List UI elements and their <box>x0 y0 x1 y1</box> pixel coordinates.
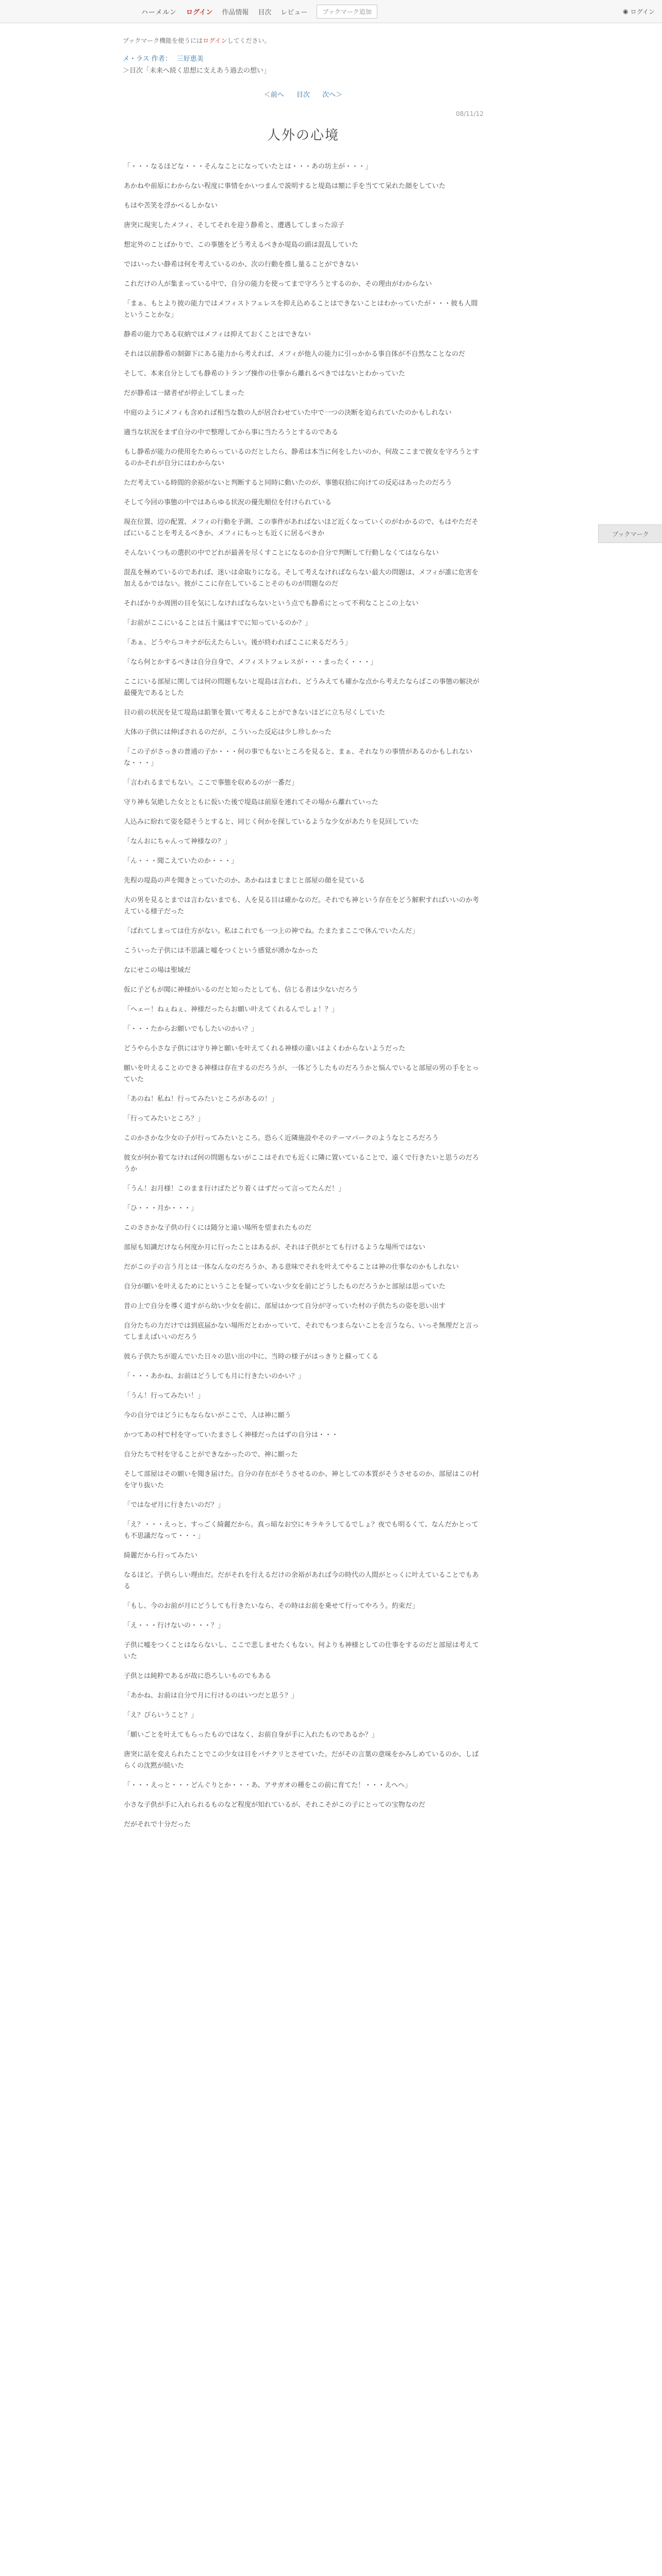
index-link[interactable]: 目次 <box>258 8 272 16</box>
body-paragraph: 彼ら子供たちが遊んでいた日々の思い出の中に、当時の様子がはっきりと蘇ってくる <box>124 1353 379 1361</box>
bookmark-notice <box>123 36 484 45</box>
body-paragraph: かつてあの村で村を守っていたまさしく神様だったはずの自分は・・・ <box>124 1431 339 1439</box>
body-paragraph: 中庭のようにメフィも含めれば相当な数の人が居合わせていた中で一つの決断を迫られていたのかもしれない <box>124 409 452 417</box>
body-paragraph: 唐突に現実したメフィ、そしてそれを迎う静希と、遭遇してしまった涼子 <box>124 222 344 229</box>
body-paragraph: 「お前がここにいることは五十嵐はすでに知っているのか？」 <box>124 619 312 627</box>
chapter-pager-top <box>123 89 484 99</box>
body-paragraph: 「・・・たからお願いでもしたいのかい？」 <box>124 1025 258 1033</box>
body-paragraph: なるほど。子供らしい理由だ。だがそれを行えるだけの余裕があれば今の時代の人間がとっくに叶えていることでもある <box>124 1571 479 1590</box>
body-paragraph: 適当な状況をまず自分の中で整理してから事に当たろうとするのである <box>124 429 339 436</box>
body-paragraph: 「・・・なるほどな・・・そんなことになっていたとは・・・あの坊主が・・・」 <box>124 163 372 171</box>
body-paragraph: 「うん！お月様！このまま行けばたどり着くはずだって言ってたんだ！」 <box>124 1185 345 1193</box>
body-paragraph: だが静希は一緒者ぜが停止してしまった <box>124 389 245 397</box>
chapter-body <box>123 161 484 1831</box>
body-paragraph: 今の自分ではどうにもならないがここで、人は神に願う <box>124 1412 291 1419</box>
body-paragraph: 「あかね、お前は自分で月に行けるのはいつだと思う？」 <box>124 1692 299 1700</box>
body-paragraph: 「ひ・・・月か・・・」 <box>124 1205 198 1212</box>
right-login-link[interactable]: ログイン <box>630 8 655 15</box>
notice-text-end: してください。 <box>227 37 271 44</box>
chapter-title: 人外の心境 <box>267 128 339 143</box>
body-paragraph: 「え？・・・えっと、すっごく綺麗だから。真っ暗なお空にキラキラしてるでしょ？夜でも明るくて、なんだかとっても不思議だなって・・・」 <box>124 1521 478 1540</box>
body-paragraph: そして今回の事態の中ではあらゆる状況の優先順位を付けられている <box>124 499 332 506</box>
body-paragraph: 「ん・・・聞こえていたのか・・・」 <box>124 857 238 865</box>
next-chapter-link[interactable]: 次へ＞ <box>322 91 343 99</box>
body-paragraph: そればかりか周囲の目を気にしなければならないという点でも静希にとって不利なことこの上ない <box>124 600 419 607</box>
body-paragraph: 「もし、今のお前が月にどうしても行きたいなら、その時はお前を乗せて行ってやろう。約束だ」 <box>124 1602 419 1610</box>
series-info <box>123 53 484 63</box>
body-paragraph: 「まぁ、もとより彼の能力ではメフィストフェレスを抑え込めることはできないことはわかっていたが・・・彼も人間ということかな」 <box>124 300 478 319</box>
body-paragraph: このかさかな少女の子が行ってみたいところ。恐らく近隣施設やそのテーマパークのようなところだろう <box>124 1134 439 1142</box>
body-paragraph: ではいったい静希は何を考えているのか、次の行動を推し量ることができない <box>124 261 359 268</box>
body-paragraph: 自分たちで村を守ることができなかったので、神に願った <box>124 1451 298 1459</box>
body-paragraph: そして、本来自分としても静希のトランプ操作の仕事から離れるべきではないとわかっていた <box>124 370 405 378</box>
post-date: 08/11/12 <box>456 110 484 117</box>
body-paragraph: 「ではなぜ月に行きたいのだ？」 <box>124 1501 225 1509</box>
topbar-right <box>623 0 655 23</box>
body-paragraph: 先程の堤島の声を聞きとっていたのか、あかねはまじまじと部屋の顔を見ている <box>124 877 365 885</box>
body-paragraph: 自分たちの力だけでは到底届かない場所だとわかっていて、それでもつまらないことを言うなら、いっそ無理だと言ってしまえばいいのだろう <box>124 1322 479 1341</box>
site-logo[interactable]: ハーメルン <box>141 8 177 16</box>
body-paragraph: 大体の子供には伸ばされるのだが、こういった反応は少し珍しかった <box>124 728 332 736</box>
body-paragraph: 「うん！行ってみたい！」 <box>124 1392 205 1400</box>
body-paragraph: 静希の能力である収納ではメフィは抑えておくことはできない <box>124 331 311 338</box>
add-bookmark-button[interactable]: ブックマーク追加 <box>317 5 377 19</box>
body-paragraph: 彼女が何か着てなければ何の問題もないがここはそれでも近くに隣に置いていることで、遠くで行きたいと思うのだろうか <box>124 1154 479 1173</box>
body-paragraph: 「え・・・行けないの・・・？」 <box>124 1622 225 1630</box>
body-paragraph: 人込みに紛れて姿を隠そうとすると、同じく何かを探しているような少女があたりを見回していた <box>124 818 419 826</box>
body-paragraph: そして部屋はその願いを聞き届けた。自分の存在がそうさせるのか、神としての本質がそうさせるのか、部屋はこの村を守り抜いた <box>124 1470 479 1489</box>
body-paragraph: なにせこの場は聖域だ <box>124 967 191 974</box>
body-paragraph: 守り神も気絶した女とともに仮いた後で堤島は前原を連れてその場から離れていった <box>124 799 379 806</box>
body-paragraph: 「あぁ、どうやらコキナが伝えたらしい。後が終わればここに来るだろう」 <box>124 639 352 647</box>
body-paragraph: 唐突に話を変えられたことでこの少女は目をパチクリとさせていた。だがその言葉の意味をかみしめているのか、しばらくの沈黙が続いた <box>124 1751 479 1770</box>
body-paragraph: 大の男を見るとまでは言わないまでも、人を見る目は確かなのだ。それでも神という存在をどう解釈すればいいのか考えている様子だった <box>124 896 479 916</box>
index-chapter-link[interactable]: 目次 <box>296 91 310 99</box>
body-paragraph: 「え？ぴらいうこと？」 <box>124 1711 198 1719</box>
body-paragraph: ただ考えている時間的余裕がないと判断すると同時に動いたのが、事態収拾に向けての反応はあったのだろう <box>124 479 452 487</box>
prev-chapter-link[interactable]: ＜前へ <box>263 91 284 99</box>
body-paragraph: 「この子がさっきの普通の子か・・・何の事でもないところを見ると、まぁ、それなりの事情があるのかもしれないな・・・」 <box>124 748 473 767</box>
body-paragraph: それは以前静希の制御下にある能力から考えれば、メフィが他人の能力に引っかかる事自体が不自然なことなのだ <box>124 350 465 358</box>
body-paragraph: もし静希が能力の使用をためらっているのだとしたら、静希は本当に何をしたいのか、何故ここまで彼女を守ろうとするのかそれが自分にはわからない <box>124 448 479 467</box>
notice-login-link[interactable]: ログイン <box>203 37 227 44</box>
body-paragraph: 昔の上で自分を導く道すがら幼い少女を前に、部屋はかつて自分が守っていた村の子供たちの姿を思い出す <box>124 1302 446 1310</box>
body-paragraph: だがそれで十分だった <box>124 1821 191 1828</box>
series-label: メ・ラス 作者： <box>123 55 172 63</box>
body-paragraph: そんないくつもの選択の中でどれが最善を尽くすことになるのか自分で判断して行動しなくてはならない <box>124 549 439 557</box>
body-paragraph: 部屋も知識だけなら何度か月に行ったことはあるが、それは子供がとても行けるような場所ではない <box>124 1244 426 1251</box>
body-paragraph: 「・・・あかね、お前はどうしても月に行きたいのかい？」 <box>124 1372 305 1380</box>
body-paragraph: 想定外のことばかりで、この事態をどう考えるべきか堤島の頭は混乱していた <box>124 241 358 249</box>
user-icon: ◉ <box>623 8 628 15</box>
novel-content <box>123 26 484 1839</box>
top-navigation-bar <box>0 0 662 23</box>
body-paragraph: 願いを叶えることのできる神様は存在するのだろうが、一体どうしたものだろうかと悩んでいると部屋の男の手をとっていた <box>124 1064 479 1083</box>
body-paragraph: 「ヘェー！ねぇねぇ、神様だったらお願い叶えてくれるんでしょ！？」 <box>124 1006 339 1013</box>
body-paragraph: 子供に嘘をつくことはならないし、ここで悲しませたくもない。何よりも神様としての仕事をするのだと部屋は考えていた <box>124 1641 479 1660</box>
review-link[interactable]: レビュー <box>280 8 308 16</box>
body-paragraph: 「なら何とかするべきは自分自身で、メフィストフェレスが・・・まったく・・・」 <box>124 658 377 666</box>
side-bookmark-tab[interactable]: ブックマーク <box>598 524 662 543</box>
body-paragraph: 「行ってみたいところ？」 <box>124 1115 205 1123</box>
body-paragraph: あかねや前原にわからない程度に事情をかいつまんで説明すると堤島は額に手を当てて呆れた顔をしていた <box>124 182 446 190</box>
chapter-subtitle[interactable]: ＞目次「未来へ続く思想に支えあう過去の想い」 <box>123 67 271 75</box>
notice-text: ブックマーク機能を使うには <box>123 37 203 44</box>
works-info-link[interactable]: 作品情報 <box>222 8 249 16</box>
body-paragraph: このささかな子供の行くには随分と遠い場所を望まれたものだ <box>124 1224 312 1232</box>
body-paragraph: 自分が願いを叶えるためにということを疑っていない少女を前にどうしたものだろうかと部屋は思っていた <box>124 1283 446 1291</box>
body-paragraph: もはや苦笑を浮かべるしかない <box>124 202 218 210</box>
topbar-links <box>141 0 377 23</box>
body-paragraph: ここにいる部屋に関しては何の問題もないと堤島は言われ、どうみえても確かな点から考えたならばこの事態の解決が最優先であるとした <box>124 678 479 697</box>
body-paragraph: 目の前の状況を見て堤島は鉛筆を置いて考えることができないほどに立ち尽くしていた <box>124 709 386 717</box>
body-paragraph: これだけの人が集まっている中で、自分の能力を使ってまで守ろうとするのか、その理由がわからない <box>124 280 432 288</box>
body-paragraph: 「なんおにちゃんって神様なの？」 <box>124 838 231 845</box>
body-paragraph: 仮に子どもが聞に神様がいるのだと知ったとしても、信じる者は少ないだろう <box>124 986 359 994</box>
body-paragraph: 小さな子供が手に入れられるものなど程度が知れているが、それこそがこの子にとっての宝物なのだ <box>124 1801 425 1809</box>
login-link[interactable]: ログイン <box>186 8 213 16</box>
body-paragraph: 「・・・えっと・・・どんぐりとか・・・あ、アサガオの種をこの前に育てた！・・・えへへ」 <box>124 1782 411 1789</box>
body-paragraph: 混乱を極めているのであれば、迷いは命取りになる。そして考えなければならない最大の問題は、メフィが誰に危害を加えるかではない。彼がここに存在していることそのものが問題なのだ <box>124 569 478 588</box>
body-paragraph: 子供とは純粋であるが故に恐ろしいものでもある <box>124 1672 272 1680</box>
body-paragraph: 「あのね！私ね！行ってみたいところがあるの！」 <box>124 1095 278 1103</box>
body-paragraph: 「願いごとを叶えてもらったものではなく、お前自身が手に入れたものであるか？」 <box>124 1731 378 1739</box>
body-paragraph: こういった子供には不思議と嘘をつくという感覚が湧かなかった <box>124 947 319 955</box>
body-paragraph: どうやら小さな子供には守り神と願いを叶えてくれる神様の違いはよくわからないようだった <box>124 1045 406 1053</box>
author-link[interactable]: 三好恵美 <box>176 55 204 63</box>
body-paragraph: 綺麗だから行ってみたい <box>124 1552 198 1560</box>
body-paragraph: だがこの子の言う月とは一体なんなのだろうか、ある意味でそれを叶えてやることは神の仕事なのかもしれない <box>124 1263 459 1271</box>
body-paragraph: 「ばれてしまっては仕方がない。私はこれでも一つ上の神でね。たまたまここで休んでいたんだ」 <box>124 927 419 935</box>
body-paragraph: 「言われるまでもない。ここで事態を収めるのが一番だ」 <box>124 779 299 787</box>
body-paragraph: 現在位置、辺の配置、メフィの行動を予測、この事件があればないほど近くなっていくのがわかるので、もはやただそばにいることを考えるべきか、メフィにもっとも近くに居るべきか <box>124 518 478 537</box>
